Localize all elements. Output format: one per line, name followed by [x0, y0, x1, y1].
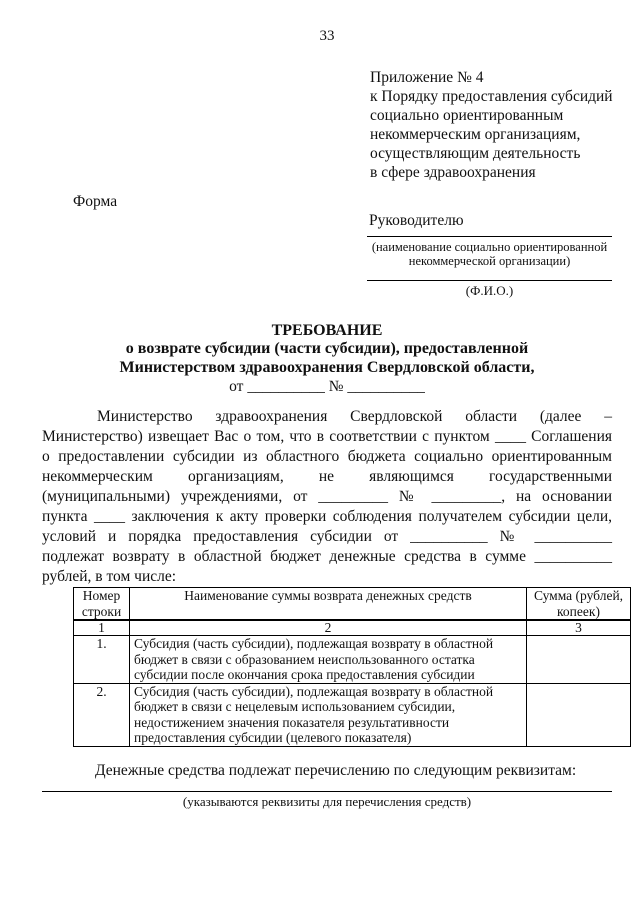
- numbering-cell: 3: [527, 620, 631, 636]
- appendix-line: Приложение № 4: [370, 69, 484, 86]
- body-line: рублей, в том числе:: [42, 568, 177, 585]
- body-line: о предоставлении субсидии из областного бюджета социально ориентированным: [42, 448, 612, 465]
- title-line: Министерством здравоохранения Свердловской области,: [119, 358, 535, 376]
- requisites-paragraph: Денежные средства подлежат перечислению по следующим реквизитам:: [95, 761, 577, 779]
- table-row: [74, 683, 631, 746]
- body-paragraph: [42, 407, 612, 587]
- recipient-fio-caption: (Ф.И.О.): [465, 283, 514, 298]
- row-number-cell: 2.: [74, 683, 130, 746]
- row-name-cell: Субсидия (часть субсидии), подлежащая возврату в областной бюджет в связи с образованием неиспользованного остатка субсидии после окончания срока предоставления субсидии: [130, 636, 527, 684]
- appendix-line: к Порядку предоставления субсидий: [370, 88, 613, 105]
- recipient-name-blank-line: [367, 230, 612, 237]
- body-line: подлежат возврату в областной бюджет денежные средства в сумме __________: [42, 548, 612, 565]
- body-line: Министерство) извещает Вас о том, что в соответствии с пунктом ____ Соглашения: [42, 428, 612, 445]
- header-cell-row-number: Номер строки: [74, 588, 130, 621]
- numbering-cell: 2: [130, 620, 527, 636]
- document-title: [42, 322, 612, 397]
- header-cell-name: Наименование суммы возврата денежных средств: [130, 588, 527, 621]
- title-date-number-line: от __________ № __________: [229, 378, 425, 395]
- row-name-cell: Субсидия (часть субсидии), подлежащая возврату в областной бюджет в связи с нецелевым использованием субсидии, недостижением значения показателя результативности предоставления субсидии (целевого показателя): [130, 683, 527, 746]
- title-line: ТРЕБОВАНИЕ: [271, 321, 383, 339]
- form-label: Форма: [73, 193, 118, 210]
- body-line: пункта ____ заключения к акту проверки соблюдения получателем субсидии цели,: [42, 508, 612, 525]
- title-line: о возврате субсидии (части субсидии), предоставленной: [125, 340, 529, 357]
- recipient-fio-blank-line: [367, 268, 612, 281]
- numbering-cell: 1: [74, 620, 130, 636]
- recipient-name-caption: (наименование социально ориентированной некоммерческой организации): [371, 240, 608, 268]
- header-cell-sum: Сумма (рублей, копеек): [527, 588, 631, 621]
- return-sums-table: [73, 587, 631, 747]
- body-line: некоммерческим организациям, не являющимся государственными: [42, 468, 612, 485]
- recipient-title: Руководителю: [369, 212, 464, 229]
- page-number: 33: [319, 28, 335, 44]
- row-sum-cell: [527, 683, 631, 746]
- row-number-cell: 1.: [74, 636, 130, 684]
- appendix-line: некоммерческим организациям,: [370, 126, 581, 143]
- recipient-block: [367, 212, 612, 298]
- table-header-row: [74, 588, 631, 621]
- appendix-block: [370, 68, 612, 182]
- row-sum-cell: [527, 636, 631, 684]
- requisites-blank-line: [42, 781, 612, 792]
- appendix-line: социально ориентированным: [370, 107, 564, 124]
- table-row: [74, 636, 631, 684]
- column-numbering-row: [74, 620, 631, 636]
- appendix-line: осуществляющим деятельность: [370, 145, 581, 162]
- requisites-caption: (указываются реквизиты для перечисления средств): [182, 793, 472, 809]
- body-line: Министерство здравоохранения Свердловской области (далее –: [97, 408, 612, 425]
- appendix-line: в сфере здравоохранения: [370, 164, 536, 181]
- body-line: (муниципальными) учреждениями, от _________ № _________, на основании: [42, 488, 612, 505]
- body-line: условий и порядка предоставления субсидии от __________ № __________: [42, 528, 612, 545]
